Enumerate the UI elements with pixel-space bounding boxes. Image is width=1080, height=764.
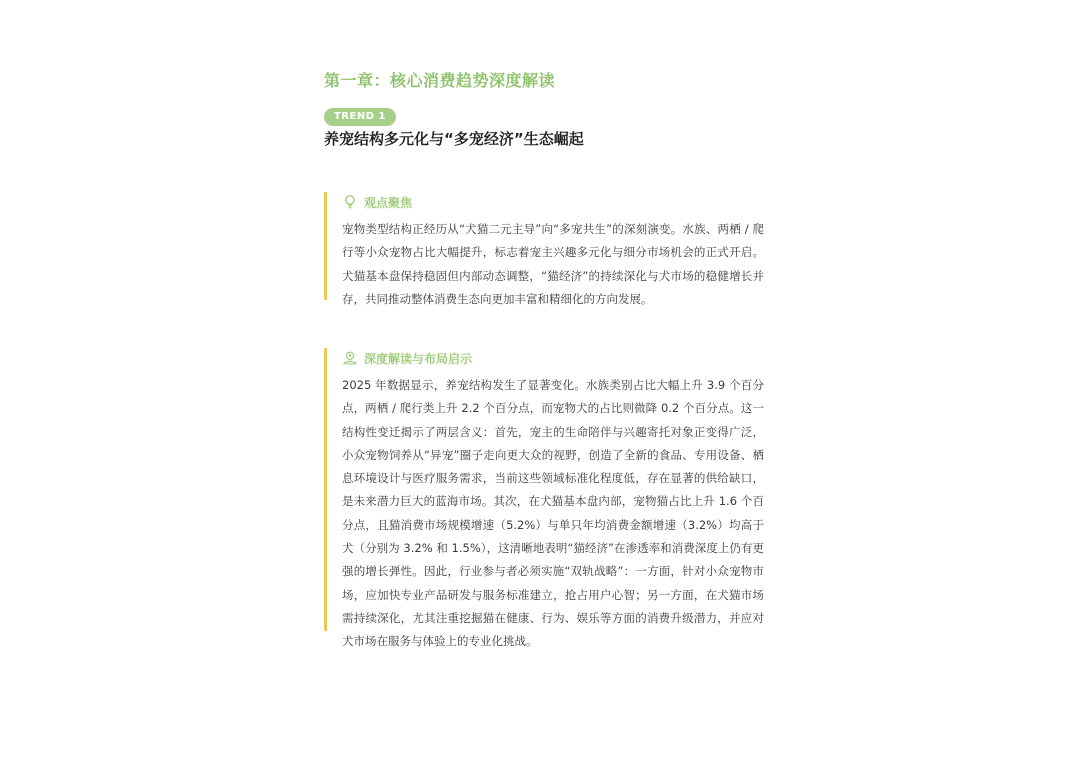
analysis-section [324,348,764,649]
section-body-text: 2025 年数据显示，养宠结构发生了显著变化。水族类别占比大幅上升 3.9 个百分点，两栖 / 爬行类上升 2.2 个百分点，而宠物犬的占比则微降 0.2 个百分点。这一结构性变迁揭示了两层含义：首先，宠主的生命陪伴与兴趣寄托对象正变得广泛，小众宠物饲养从“异宠”圈子走向更大众的视野，创造了全新的食品、专用设备、栖息环境设计与医疗服务需求，当前这些领域标准化程度低，存在显著的供给缺口，是未来潜力巨大的蓝海市场。其次，在犬猫基本盘内部，宠物猫占比上升 1.6 个百分点，且猫消费市场规模增速（5.2%）与单只年均消费金额增速（3.2%）均高于犬（分别为 3.2% 和 1.5%），这清晰地表明“猫经济”在渗透率和消费深度上仍有更强的增长弹性。因此，行业参与者必须实施“双轨战略”：一方面，针对小众宠物市场，应加快专业产品研发与服务标准建立，抢占用户心智；另一方面，在犬猫市场需持续深化，尤其注重挖掘猫在健康、行为、娱乐等方面的消费升级潜力，并应对犬市场在服务与体验上的专业化挑战。 [342,378,764,649]
document-page [324,0,764,764]
section-heading: 观点聚焦 [364,195,413,210]
section-accent-bar [324,348,327,631]
section-accent-bar [324,192,327,300]
section-header [342,192,412,212]
viewpoint-section [324,192,764,306]
lightbulb-icon [342,194,358,210]
section-body-text: 宠物类型结构正经历从“犬猫二元主导”向“多宠共生”的深刻演变。水族、两栖 / 爬行等小众宠物占比大幅提升，标志着宠主兴趣多元化与细分市场机会的正式开启。犬猫基本盘保持稳固但内部动态调整，“猫经济”的持续深化与犬市场的稳健增长并存，共同推动整体消费生态向更加丰富和精细化的方向发展。 [342,222,764,306]
trend-title: 养宠结构多元化与“多宠经济”生态崛起 [324,130,584,148]
map-pin-icon [342,350,358,366]
section-header [342,348,472,368]
chapter-title: 第一章：核心消费趋势深度解读 [324,71,556,90]
section-heading: 深度解读与布局启示 [364,351,473,366]
trend-badge: TREND 1 [324,108,396,126]
